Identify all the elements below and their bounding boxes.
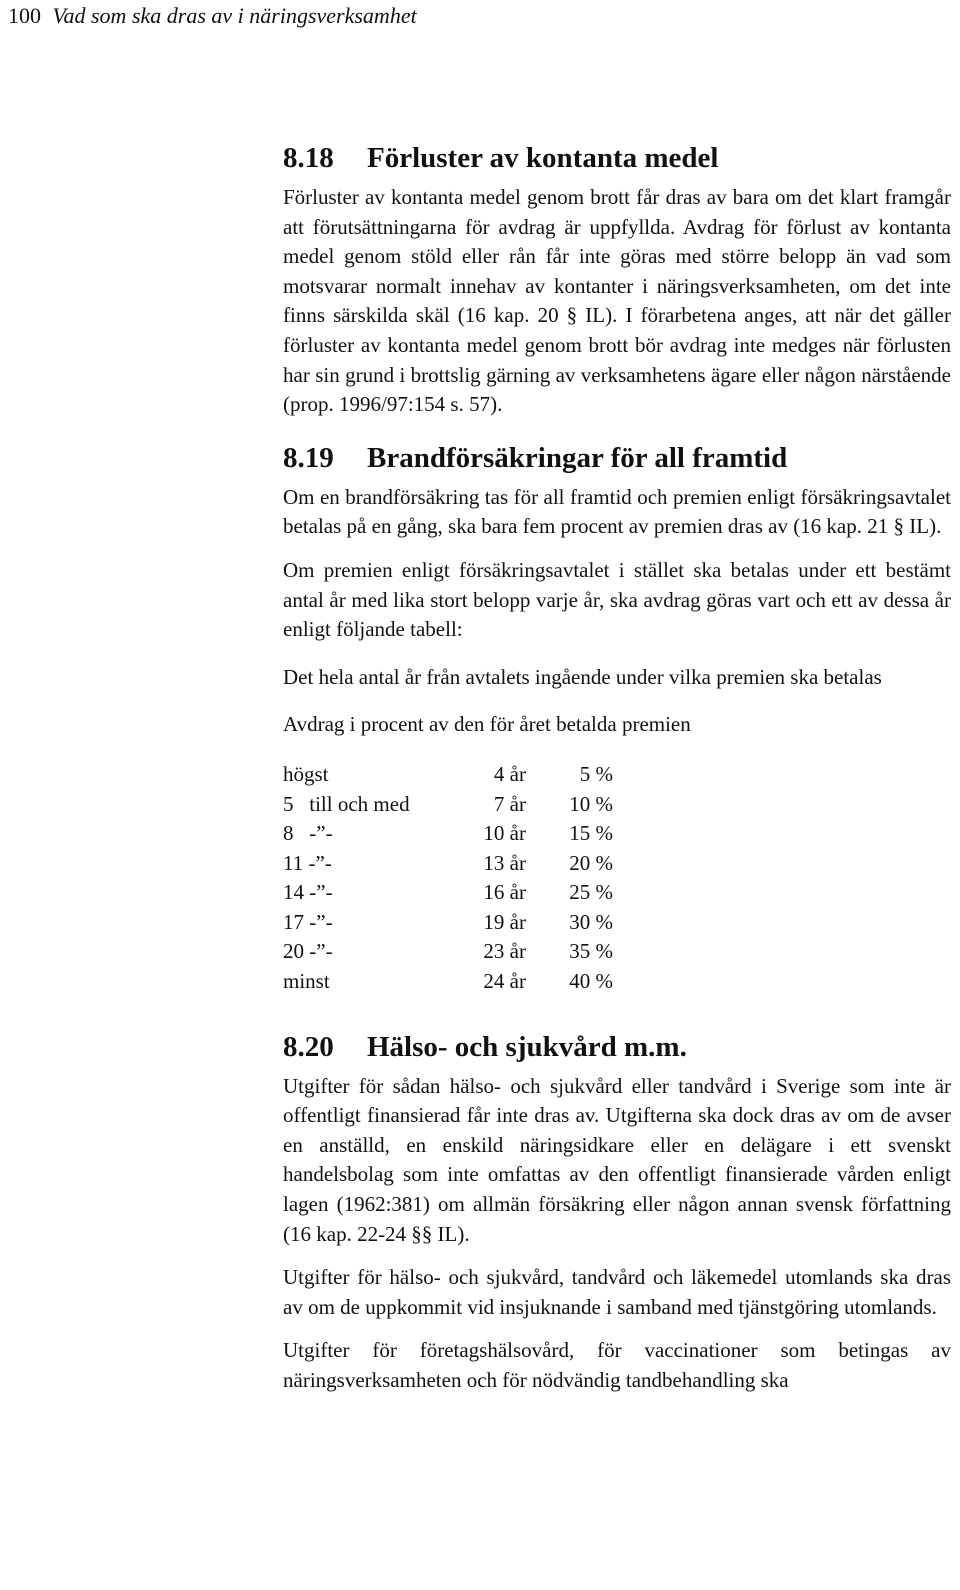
table-cell: 23 år xyxy=(483,939,526,964)
paragraph-8-19-2: Om premien enligt försäkringsavtalet i stället ska betalas under ett bestämt antal år med lika stort belopp varje år, ska avdrag göras vart och ett av dessa år enligt följande tabell: xyxy=(283,557,951,642)
page-number: 100 xyxy=(8,3,41,28)
table-cell: 30 % xyxy=(569,909,613,934)
table-cell: högst xyxy=(283,761,329,786)
table-row xyxy=(283,819,613,849)
table-row xyxy=(283,878,613,908)
paragraph-8-19-1: Om en brandförsäkring tas för all framtid och premien enligt försäkringsavtalet betalas på en gång, ska bara fem procent av premien dras av (16 kap. 21 § IL). xyxy=(283,484,951,539)
paragraph-8-20-1: Utgifter för sådan hälso- och sjukvård eller tandvård i Sverige som inte är offentligt finansierad får inte dras av. Utgifterna ska dock dras av om de avser en anställd, en enskild näringsidkare eller en delägare i ett svenskt handelsbolag som inte omfattas av den offentligt finansierade vården enligt lagen (1962:381) om allmän försäkring eller någon annan svensk författning (16 kap. 22-24 §§ IL). xyxy=(283,1073,951,1246)
section-title: Hälso- och sjukvård m.m. xyxy=(367,1030,687,1063)
table-cell: 10 % xyxy=(569,791,613,816)
table-row xyxy=(283,967,613,997)
table-cell: 11 -”- xyxy=(283,850,332,875)
running-header xyxy=(8,2,417,30)
section-heading-8-19 xyxy=(283,438,951,478)
section-number: 8.20 xyxy=(283,1030,334,1063)
table-caption-percent: Avdrag i procent av den för året betalda premien xyxy=(283,712,691,737)
table-row xyxy=(283,849,613,879)
table-cell: 24 år xyxy=(483,969,526,994)
table-caption-years: Det hela antal år från avtalets ingående under vilka premien ska betalas xyxy=(283,664,882,689)
paragraph-8-18: Förluster av kontanta medel genom brott får dras av bara om det klart framgår att förutsättningarna för avdrag är uppfyllda. Avdrag för förlust av kontanta medel genom stöld eller rån får inte göras med större belopp än vad som motsvarar normalt innehav av kontanter i näringsverksamheten, om det inte finns särskilda skäl (16 kap. 20 § IL). I förarbetena anges, att när det gäller förluster av kontanta medel genom brott bör avdrag inte medges när förlusten har sin grund i brottslig gärning av verksamhetens ägare eller någon närstående (prop. 1996/97:154 s. 57). xyxy=(283,185,951,417)
chapter-title: Vad som ska dras av i näringsverksamhet xyxy=(52,3,417,28)
table-cell: 14 -”- xyxy=(283,880,333,905)
table-cell: 5 till och med xyxy=(283,791,410,816)
table-cell: 35 % xyxy=(569,939,613,964)
table-row xyxy=(283,760,613,790)
table-cell: 15 % xyxy=(569,821,613,846)
table-cell: 7 år xyxy=(493,791,526,816)
table-row xyxy=(283,908,613,938)
table-cell: minst xyxy=(283,969,330,994)
table-cell: 25 % xyxy=(569,880,613,905)
table-cell: 13 år xyxy=(483,850,526,875)
table-cell: 17 -”- xyxy=(283,909,333,934)
table-cell: 19 år xyxy=(483,909,526,934)
table-row xyxy=(283,937,613,967)
section-number: 8.18 xyxy=(283,142,334,174)
page-body xyxy=(283,138,951,1396)
table-cell: 16 år xyxy=(483,880,526,905)
paragraph-8-20-2: Utgifter för hälso- och sjukvård, tandvård och läkemedel utomlands ska dras av om de uppkommit vid insjuknande i samband med tjänstgöring utomlands. xyxy=(283,1265,951,1319)
section-title: Förluster av kontanta medel xyxy=(367,142,719,174)
table-cell: 20 -”- xyxy=(283,939,333,964)
section-heading-8-20 xyxy=(283,1027,951,1067)
deduction-table xyxy=(283,760,613,997)
table-cell: 5 % xyxy=(579,761,613,786)
table-cell: 40 % xyxy=(569,969,613,994)
table-row xyxy=(283,790,613,820)
table-cell: 4 år xyxy=(493,761,526,786)
section-heading-8-18 xyxy=(283,138,951,178)
paragraph-8-20-3: Utgifter för företagshälsovård, för vaccinationer som betingas av näringsverksamheten och för nödvändig tandbehandling ska xyxy=(283,1338,951,1392)
table-cell: 10 år xyxy=(483,821,526,846)
section-number: 8.19 xyxy=(283,441,334,474)
table-cell: 20 % xyxy=(569,850,613,875)
section-title: Brandförsäkringar för all framtid xyxy=(367,441,788,474)
table-cell: 8 -”- xyxy=(283,821,333,846)
